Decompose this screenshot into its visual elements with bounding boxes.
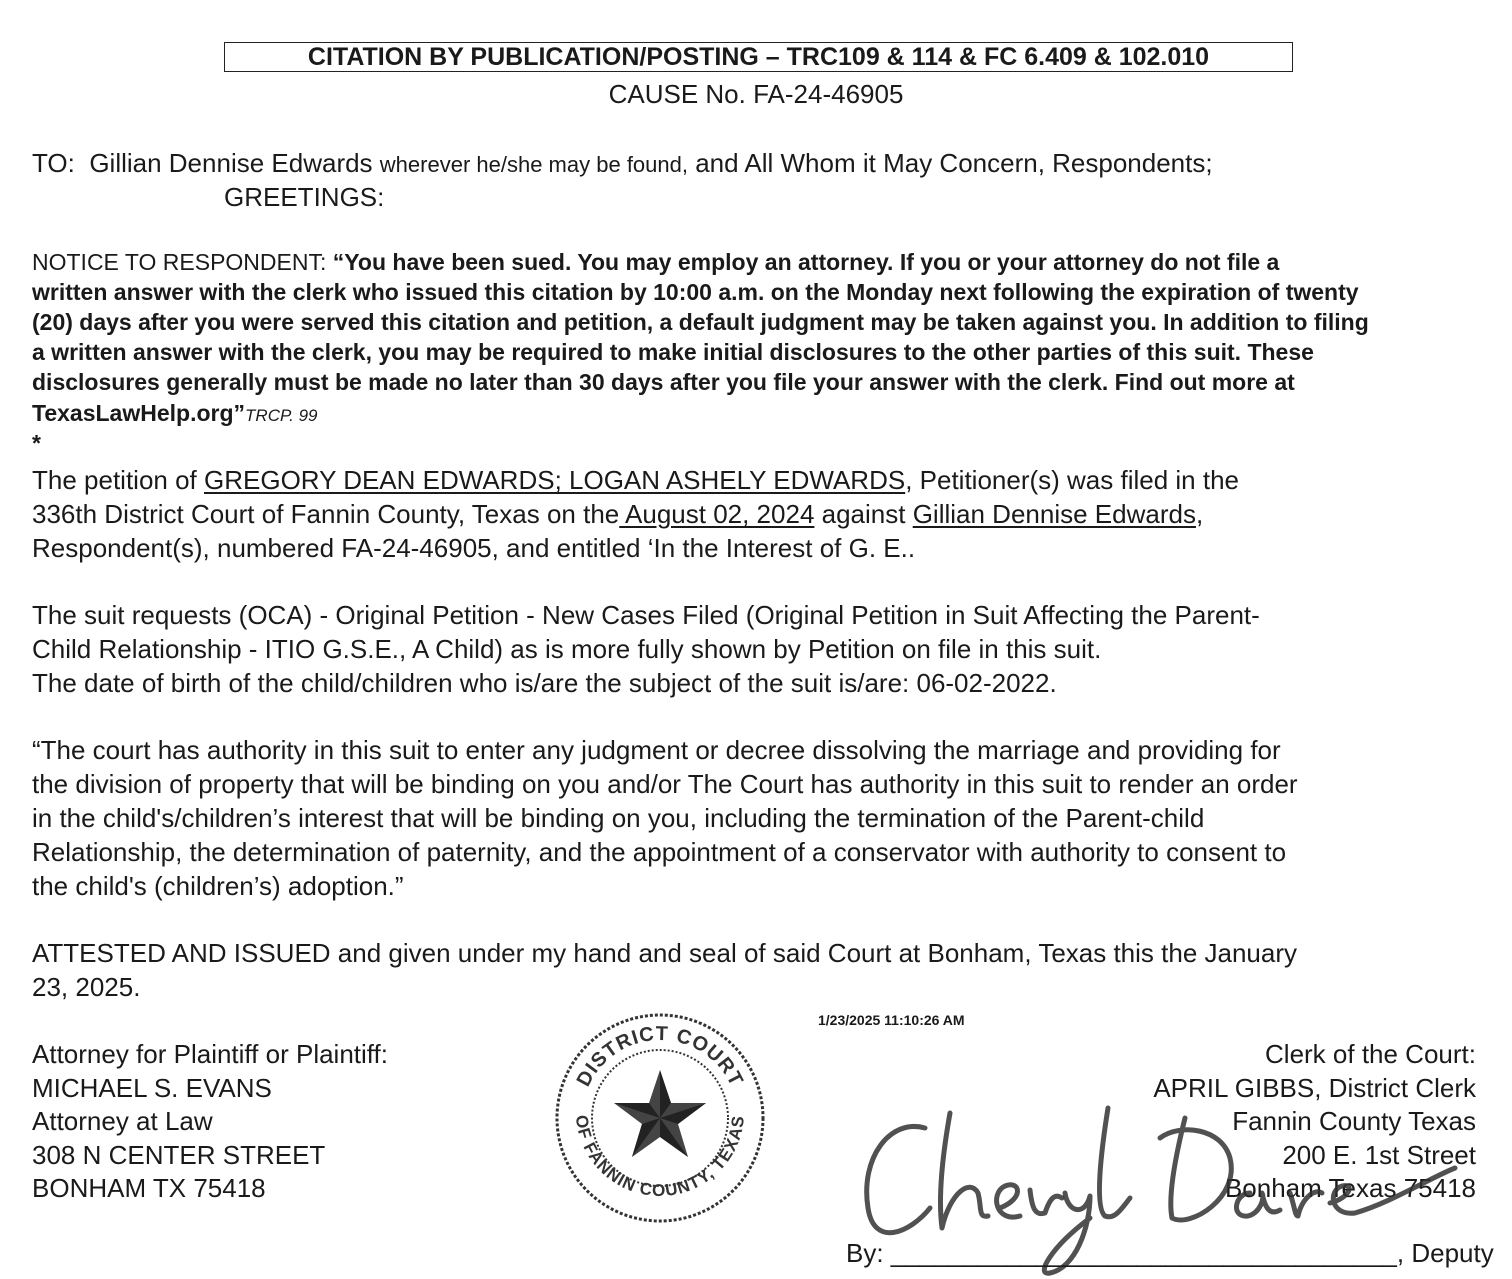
clerk-heading: Clerk of the Court: — [1265, 1039, 1476, 1069]
authority-line-2: the division of property that will be binding on you and/or The Court has authority in this suit to render an order — [32, 769, 1298, 799]
filing-date: August 02, 2024 — [619, 499, 815, 529]
petition-line-3: Respondent(s), numbered FA-24-46905, and entitled ‘In the Interest of G. E.. — [32, 533, 916, 563]
attest-line-2: 23, 2025. — [32, 972, 141, 1002]
petition-line-1 — [32, 463, 1239, 497]
to-line — [32, 146, 1213, 182]
petition-pre: The petition of — [32, 465, 204, 495]
authority-line-3: in the child's/children’s interest that will be binding on you, including the termination of the Parent-child — [32, 803, 1205, 833]
deputy-label: , Deputy — [1396, 1238, 1494, 1268]
petition-comma: , — [1195, 499, 1204, 529]
seal-bottom-text: OF FANNIN COUNTY, TEXAS — [571, 1113, 749, 1201]
suit-line-2: Child Relationship - ITIO G.S.E., A Child) as is more fully shown by Petition on file in this suit. — [32, 634, 1102, 664]
notice-line-2: written answer with the clerk who issued this citation by 10:00 a.m. on the Monday next following the expiration of twenty — [32, 279, 1359, 305]
filing-timestamp: 1/23/2025 11:10:26 AM — [818, 1012, 965, 1028]
petitioner-names: GREGORY DEAN EDWARDS; LOGAN ASHELY EDWARDS — [204, 465, 906, 495]
clerk-city: Bonham Texas 75418 — [1224, 1173, 1476, 1203]
petition-post: , Petitioner(s) was filed in the — [905, 465, 1240, 495]
petition-line-2 — [32, 497, 1203, 531]
attorney-heading: Attorney for Plaintiff or Plaintiff: — [32, 1039, 388, 1069]
seal-top-text: DISTRICT COURT — [572, 1022, 748, 1091]
by-label: By: — [846, 1238, 891, 1268]
to-rest: and All Whom it May Concern, Respondents; — [695, 148, 1213, 178]
petition-against: against — [814, 499, 913, 529]
clerk-county: Fannin County Texas — [1232, 1106, 1476, 1136]
respondent-name: Gillian Dennise Edwards — [912, 499, 1196, 529]
clerk-street: 200 E. 1st Street — [1282, 1139, 1476, 1170]
notice-line-6 — [32, 398, 317, 431]
attorney-city: BONHAM TX 75418 — [32, 1173, 266, 1203]
notice-text-1: “You have been sued. You may employ an attorney. If you or your attorney do not file a — [332, 249, 1280, 275]
clerk-name: APRIL GIBBS, District Clerk — [1153, 1072, 1476, 1103]
attorney-block — [32, 1038, 388, 1206]
authority-line-5: the child's (children’s) adoption.” — [32, 871, 404, 901]
cause-number: CAUSE No. FA-24-46905 — [608, 79, 904, 109]
to-middle: wherever he/she may be found, — [379, 152, 688, 177]
notice-text-6: TexasLawHelp.org” — [32, 400, 246, 426]
notice-line-3: (20) days after you were served this citation and petition, a default judgment may be taken against you. In addition to filing — [32, 309, 1369, 335]
suit-line-3: The date of birth of the child/children who is/are the subject of the suit is/are: 06-02-2022. — [32, 668, 1057, 698]
to-name: Gillian Dennise Edwards — [89, 148, 373, 178]
greetings: GREETINGS: — [224, 182, 385, 212]
attorney-street: 308 N CENTER STREET — [32, 1139, 326, 1170]
trcp-citation: TRCP. 99 — [245, 406, 318, 425]
notice-line-1 — [32, 247, 1279, 277]
court-seal-icon — [552, 1012, 768, 1224]
attorney-name: MICHAEL S. EVANS — [32, 1072, 272, 1103]
document-title: CITATION BY PUBLICATION/POSTING – TRC109 & 114 & FC 6.409 & 102.010 — [224, 42, 1293, 72]
to-prefix: TO: — [32, 148, 75, 178]
notice-line-5: disclosures generally must be made no later than 30 days after you file your answer with the clerk. Find out more at — [32, 369, 1295, 395]
notice-line-4: a written answer with the clerk, you may be required to make initial disclosures to the other parties of this suit. These — [32, 339, 1314, 365]
notice-lead: NOTICE TO RESPONDENT: — [32, 249, 333, 275]
deputy-signature-line — [846, 1238, 1494, 1269]
petition-court: 336th District Court of Fannin County, Texas on the — [32, 499, 620, 529]
attest-line-1: ATTESTED AND ISSUED and given under my hand and seal of said Court at Bonham, Texas this the January — [32, 938, 1298, 968]
suit-line-1: The suit requests (OCA) - Original Petition - New Cases Filed (Original Petition in Suit Affecting the Parent- — [32, 600, 1260, 630]
authority-line-4: Relationship, the determination of paternity, and the appointment of a conservator with authority to consent to — [32, 837, 1287, 867]
signature-blank: ___________________________________ — [890, 1238, 1397, 1268]
authority-line-1: “The court has authority in this suit to enter any judgment or decree dissolving the marriage and providing for — [32, 735, 1281, 765]
notice-asterisk: * — [32, 430, 41, 456]
attorney-title: Attorney at Law — [32, 1106, 213, 1136]
